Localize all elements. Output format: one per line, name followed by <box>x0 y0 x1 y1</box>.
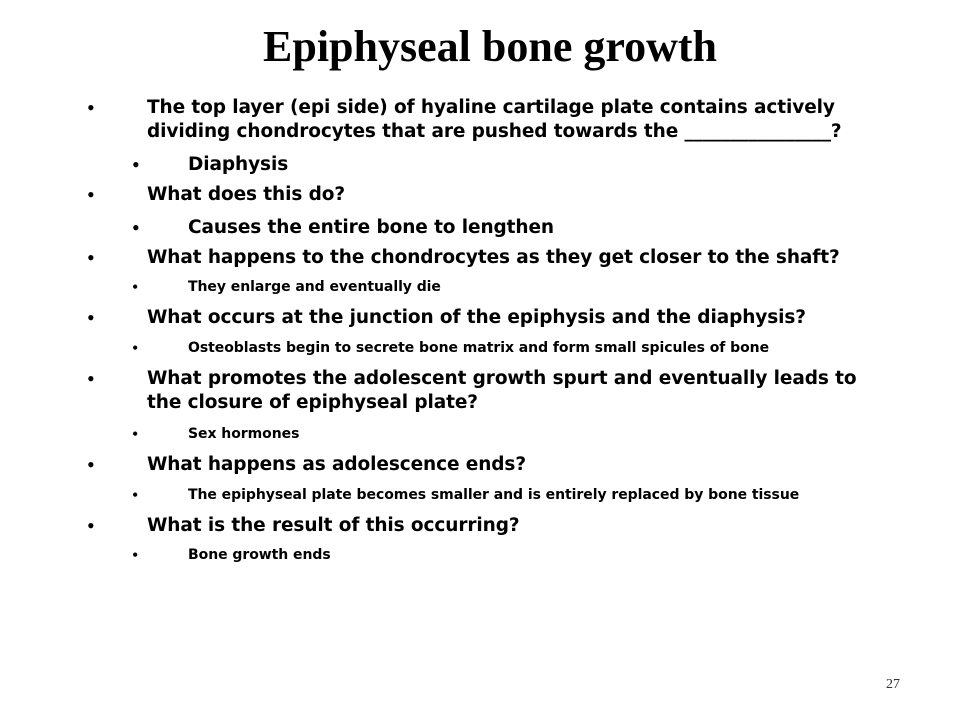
question-text: What is the result of this occurring? <box>147 515 520 536</box>
bullet-icon: • <box>87 452 95 477</box>
bullet-icon: • <box>132 152 140 177</box>
answer-item-6 <box>132 485 908 505</box>
answer-text: Bone growth ends <box>188 547 331 563</box>
answer-item-3 <box>132 277 908 297</box>
bullet-icon: • <box>87 513 95 538</box>
bullet-icon: • <box>87 305 95 330</box>
bullet-icon: • <box>87 366 95 391</box>
question-text: The top layer (epi side) of hyaline cartilage plate contains actively dividing chondrocytes that are pushed towards the ________________? <box>147 97 842 142</box>
question-text: What happens to the chondrocytes as they get closer to the shaft? <box>147 247 840 268</box>
answer-item-1 <box>132 152 888 177</box>
question-text: What occurs at the junction of the epiphysis and the diaphysis? <box>147 307 806 328</box>
bullet-icon: • <box>87 182 95 207</box>
bullet-icon: • <box>132 485 139 505</box>
question-text: What promotes the adolescent growth spurt and eventually leads to the closure of epiphyseal plate? <box>147 368 857 413</box>
answer-text: They enlarge and eventually die <box>188 279 441 295</box>
bullet-icon: • <box>132 545 139 565</box>
question-item-3 <box>87 245 897 270</box>
question-item-4 <box>87 305 897 330</box>
answer-text: The epiphyseal plate becomes smaller and is entirely replaced by bone tissue <box>188 487 800 503</box>
bullet-icon: • <box>87 95 95 120</box>
answer-text: Causes the entire bone to lengthen <box>188 217 554 238</box>
question-item-5 <box>87 366 897 415</box>
question-item-7 <box>87 513 897 538</box>
question-text: What does this do? <box>147 184 345 205</box>
answer-text: Sex hormones <box>188 426 300 442</box>
question-item-6 <box>87 452 897 477</box>
bullet-icon: • <box>132 215 140 240</box>
answer-item-2 <box>132 215 888 240</box>
answer-item-7 <box>132 545 908 565</box>
question-text: What happens as adolescence ends? <box>147 454 526 475</box>
answer-text: Osteoblasts begin to secrete bone matrix and form small spicules of bone <box>188 340 770 356</box>
answer-item-4 <box>132 338 908 358</box>
bullet-icon: • <box>132 338 139 358</box>
slide-title: Epiphyseal bone growth <box>263 22 717 71</box>
bullet-icon: • <box>132 277 139 297</box>
bullet-icon: • <box>132 424 139 444</box>
answer-text: Diaphysis <box>188 154 289 175</box>
page-number: 27 <box>886 677 900 692</box>
question-item-1 <box>87 95 897 144</box>
answer-item-5 <box>132 424 908 444</box>
question-item-2 <box>87 182 897 207</box>
bullet-icon: • <box>87 245 95 270</box>
